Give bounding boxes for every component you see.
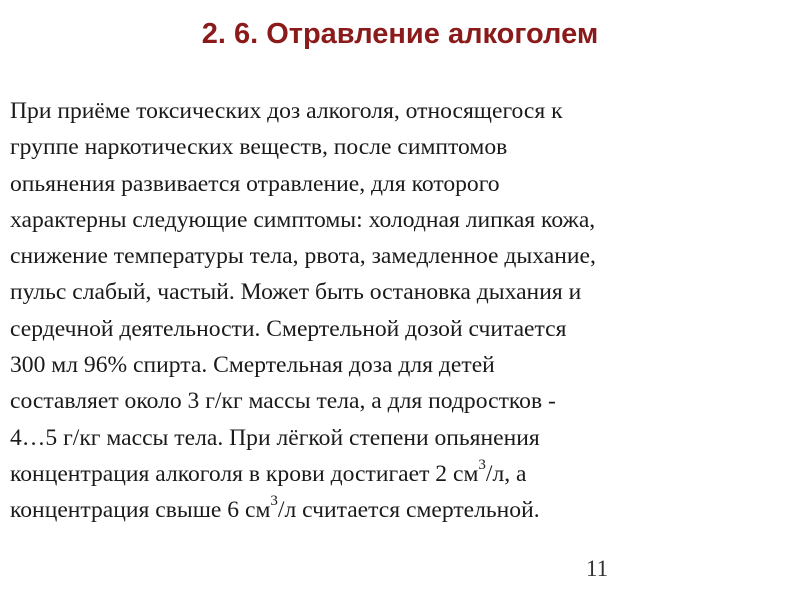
body-line-12-text: концентрация свыше 6 см	[10, 497, 271, 524]
superscript-cubed: 3	[478, 457, 486, 474]
body-line-11-text: концентрация алкоголя в крови достигает 2 см	[10, 460, 479, 487]
slide-title: 2. 6. Отравление алкоголем	[201, 18, 599, 50]
body-line-5: снижение температуры тела, рвота, замедленное дыхание,	[10, 243, 596, 270]
slide-body-text	[10, 93, 790, 529]
superscript-cubed: 3	[270, 493, 278, 510]
body-line-10: 4…5 г/кг массы тела. При лёгкой степени опьянения	[10, 424, 540, 451]
body-line-12-tail: /л считается смертельной.	[277, 497, 540, 524]
body-line-1: При приёме токсических доз алкоголя, относящегося к	[10, 98, 563, 124]
body-line-11-tail: /л, а	[485, 460, 527, 487]
body-line-8: 300 мл 96% спирта. Смертельная доза для детей	[10, 352, 495, 379]
body-line-9: составляет около 3 г/кг массы тела, а для подростков -	[10, 388, 556, 415]
body-line-12	[10, 492, 790, 528]
body-line-4: характерны следующие симптомы: холодная липкая кожа,	[10, 206, 596, 233]
page-number: 11	[586, 556, 609, 581]
body-line-7: сердечной деятельности. Смертельной дозой считается	[10, 315, 567, 342]
body-line-2: группе наркотических веществ, после симптомов	[10, 134, 508, 161]
body-line-11	[10, 456, 790, 492]
body-line-6: пульс слабый, частый. Может быть остановка дыхания и	[10, 279, 582, 306]
body-line-3: опьянения развивается отравление, для которого	[10, 170, 500, 197]
